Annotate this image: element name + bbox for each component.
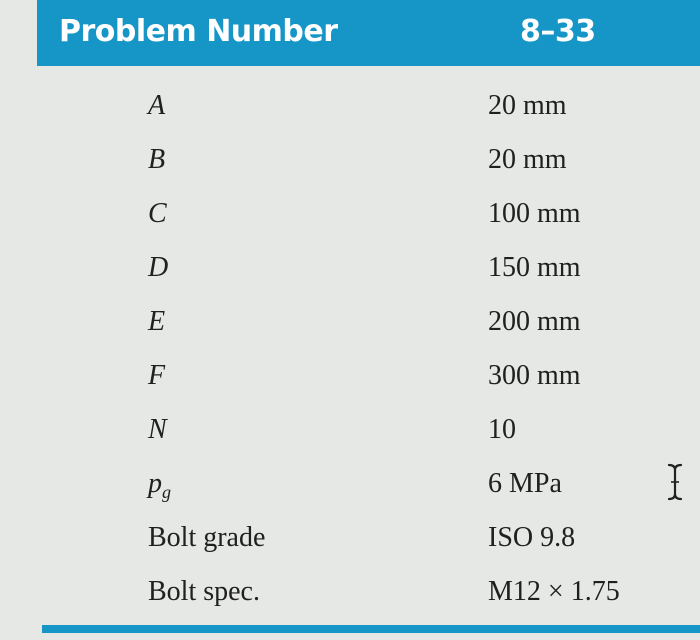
parameter-label: N xyxy=(148,414,167,445)
table-row xyxy=(0,404,700,458)
parameter-value: 150 mm xyxy=(488,252,581,283)
parameter-symbol: p xyxy=(148,468,162,499)
parameter-value: ISO 9.8 xyxy=(488,522,576,553)
table-row xyxy=(0,134,700,188)
parameter-label: D xyxy=(148,252,169,283)
parameter-value: M12 × 1.75 xyxy=(488,576,620,607)
parameter-value: 100 mm xyxy=(488,198,581,229)
table-row xyxy=(0,188,700,242)
table-row xyxy=(0,242,700,296)
parameter-label: Bolt grade xyxy=(148,522,266,553)
problem-number: 8–33 xyxy=(520,14,596,49)
parameter-value: 6 MPa xyxy=(488,468,562,499)
parameter-label: A xyxy=(148,90,166,121)
parameter-label: Bolt spec. xyxy=(148,576,260,607)
table-row xyxy=(0,566,700,620)
parameter-value: 10 xyxy=(488,414,516,445)
parameter-value: 20 mm xyxy=(488,90,567,121)
header-label: Problem Number xyxy=(59,14,338,49)
table-row xyxy=(0,512,700,566)
parameter-label: E xyxy=(148,306,166,337)
text-cursor-icon xyxy=(665,462,685,502)
table-row xyxy=(0,350,700,404)
parameter-value: 200 mm xyxy=(488,306,581,337)
parameter-label: F xyxy=(148,360,166,391)
parameter-value: 300 mm xyxy=(488,360,581,391)
table-row xyxy=(0,458,700,512)
parameter-subscript: g xyxy=(162,482,171,502)
table-row xyxy=(0,80,700,134)
bottom-rule xyxy=(42,625,700,633)
parameter-label xyxy=(148,468,171,503)
parameter-label: B xyxy=(148,144,166,175)
parameter-value: 20 mm xyxy=(488,144,567,175)
table-header xyxy=(37,0,700,66)
parameter-label: C xyxy=(148,198,167,229)
table-row xyxy=(0,296,700,350)
